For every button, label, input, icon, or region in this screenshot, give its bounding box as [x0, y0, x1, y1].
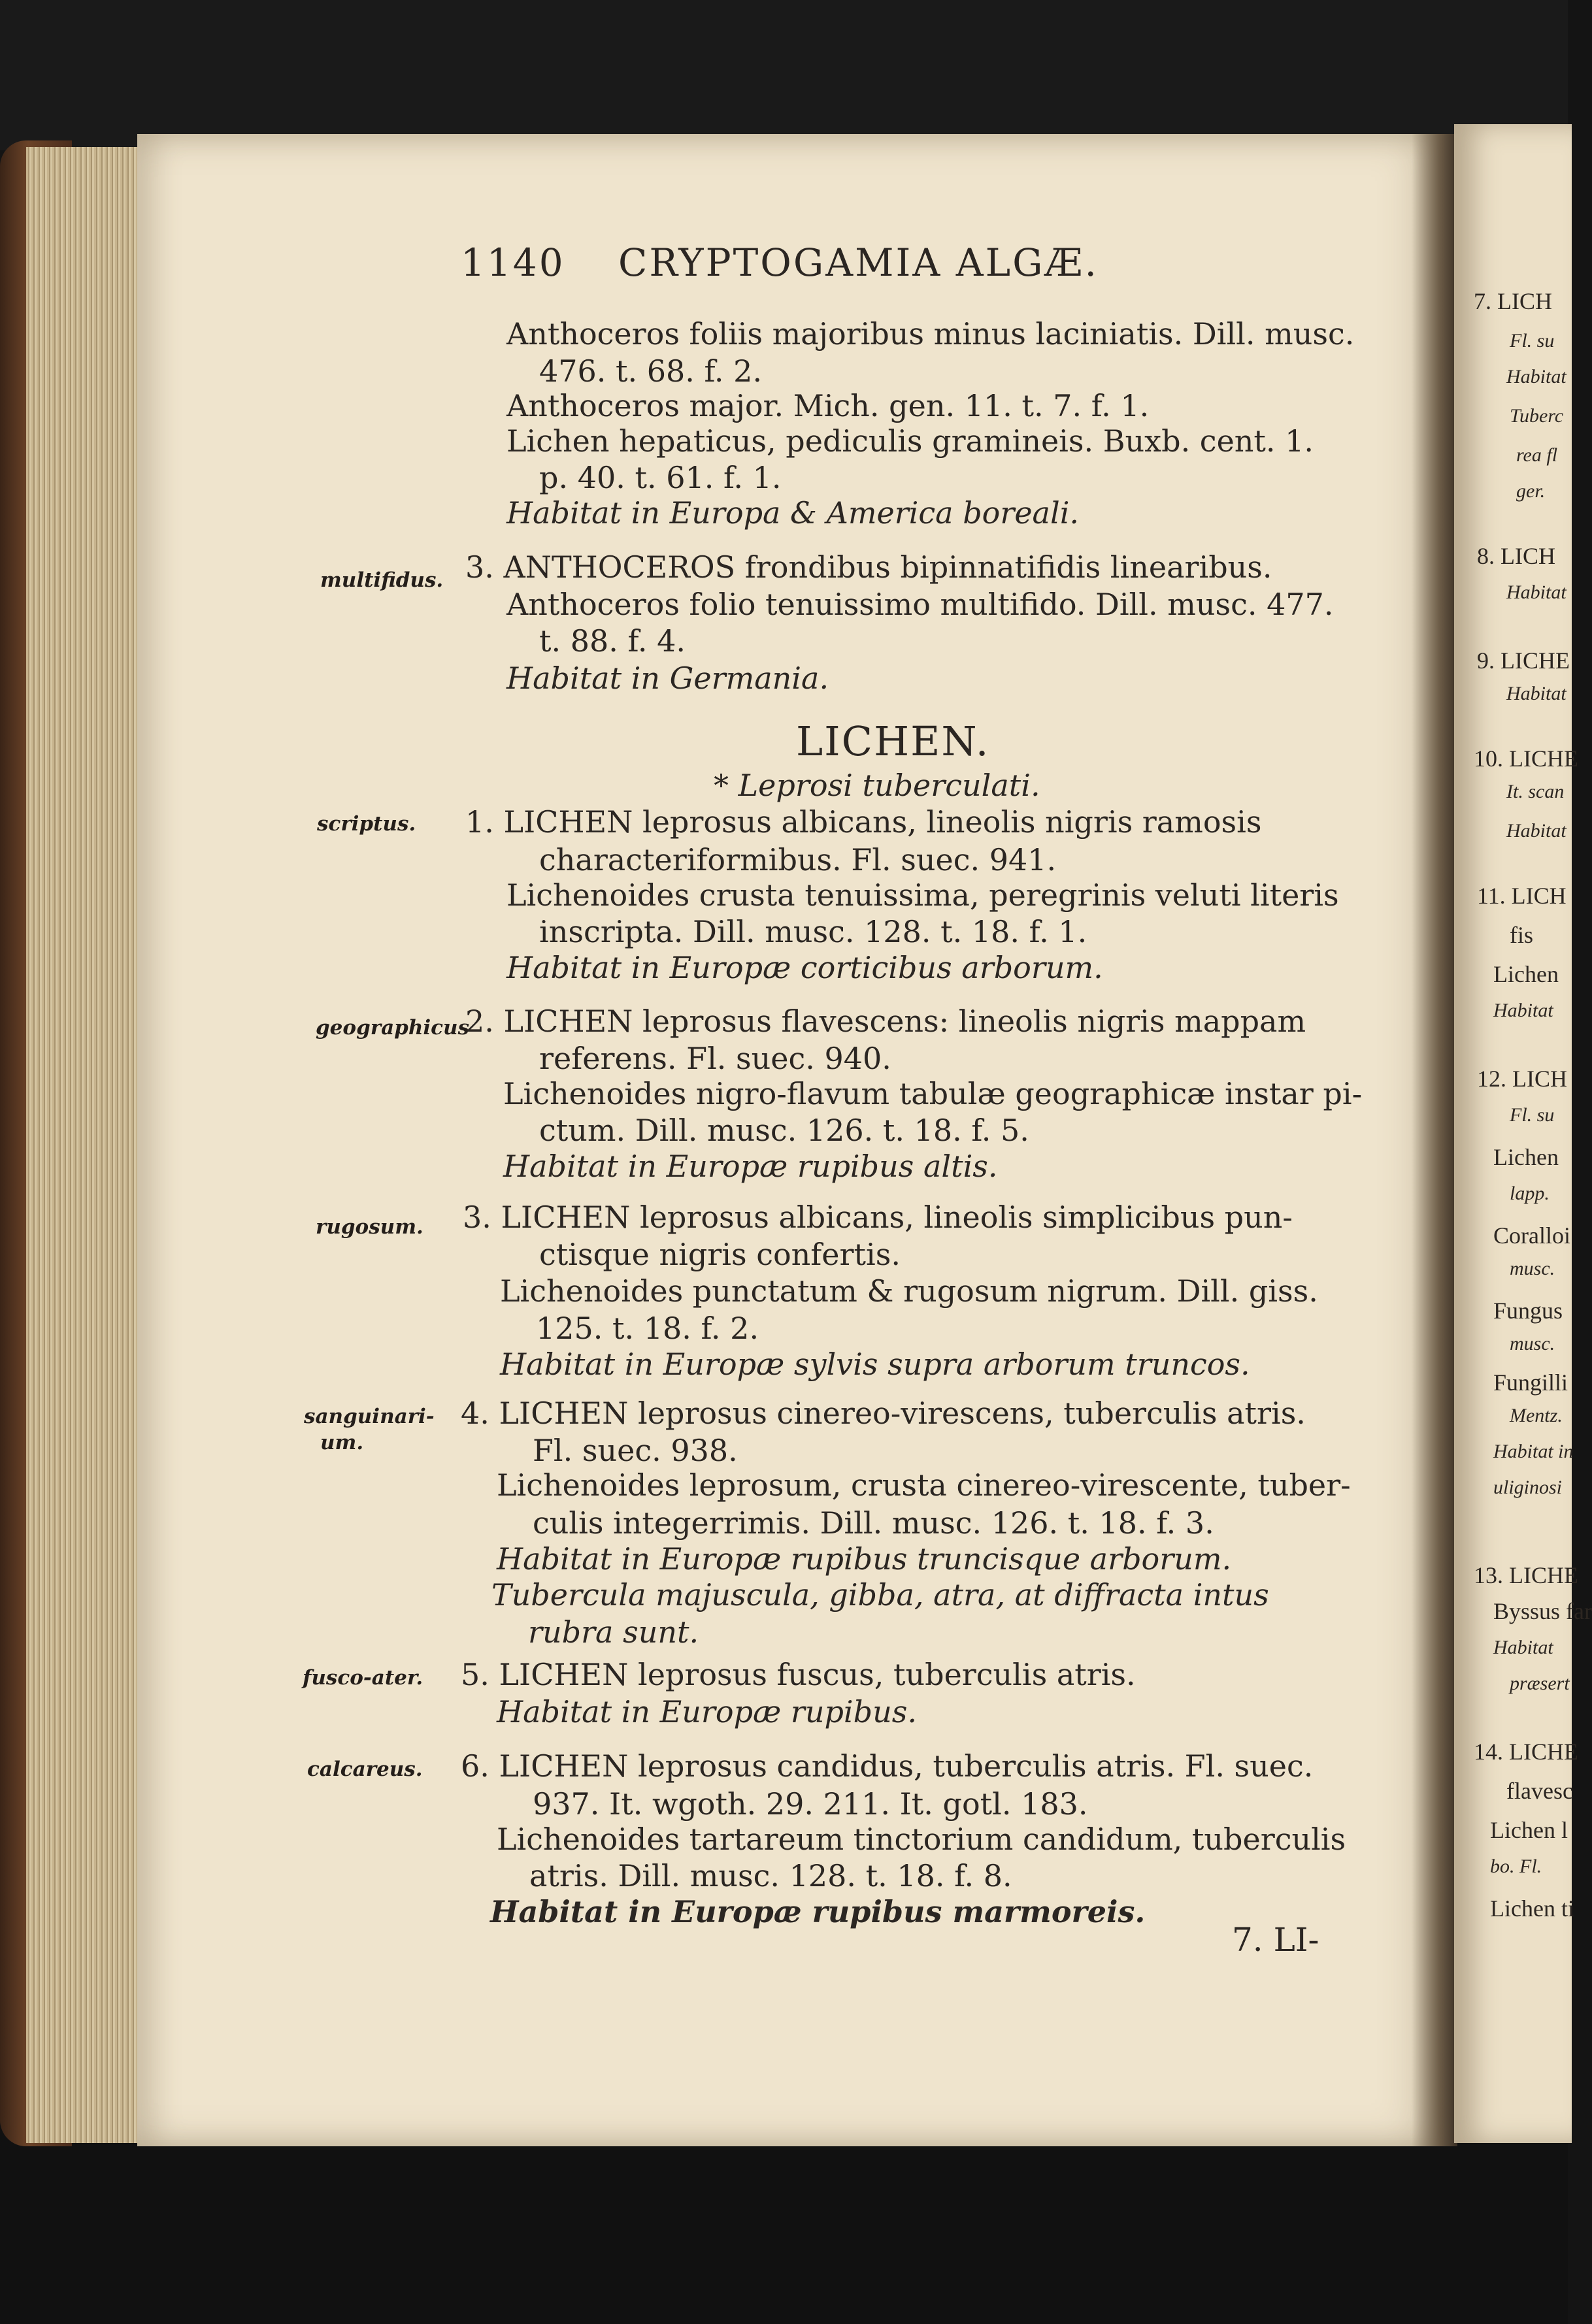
book-gutter [1412, 134, 1457, 2146]
entry-line: Lichenoides leprosum, crusta cinereo-virescente, tuber- [497, 1467, 1351, 1503]
entry-line: 937. It. wgoth. 29. 211. It. gotl. 183. [533, 1786, 1088, 1822]
facing-page-fragment: musc. [1510, 1333, 1555, 1354]
text-line: Lichen hepaticus, pediculis gramineis. Buxb. cent. 1. [506, 423, 1314, 459]
entry-line: Habitat in Europæ rupibus. [497, 1694, 917, 1729]
running-head [461, 240, 1099, 285]
facing-page-fragment: musc. [1510, 1258, 1555, 1279]
facing-page-fragment: Lichen ti [1490, 1895, 1574, 1922]
text-line: Habitat in Europa & America boreali. [506, 495, 1080, 531]
entry-line: Lichenoides crusta tenuissima, peregrinis veluti literis [506, 877, 1339, 913]
facing-page-fragment: Habitat in [1493, 1441, 1574, 1462]
facing-page-fragment: Fl. su [1510, 330, 1555, 352]
entry-line: inscripta. Dill. musc. 128. t. 18. f. 1. [539, 914, 1087, 949]
facing-page-fragment: 12. LICH [1477, 1066, 1567, 1092]
facing-page-fragment: Byssus far [1493, 1598, 1592, 1624]
entry-line: atris. Dill. musc. 128. t. 18. f. 8. [529, 1858, 1012, 1893]
section-subtitle: * Leprosi tuberculati. [714, 768, 1040, 803]
section-title: LICHEN. [796, 717, 990, 765]
entry-line: 125. t. 18. f. 2. [536, 1311, 759, 1346]
entry-line: Habitat in Europæ rupibus altis. [503, 1149, 998, 1184]
entry-line: Lichenoides tartareum tinctorium candidum, tuberculis [497, 1822, 1346, 1857]
facing-page-fragment: fis [1510, 922, 1533, 948]
margin-label: calcareus. [307, 1758, 423, 1781]
entry-line: 6. LICHEN leprosus candidus, tuberculis atris. Fl. suec. [461, 1748, 1314, 1784]
facing-page-fragment: 14. LICHE [1474, 1739, 1578, 1765]
facing-page-fragment: Lichen [1493, 961, 1559, 987]
entry-line: 4. LICHEN leprosus cinereo-virescens, tuberculis atris. [461, 1396, 1306, 1431]
facing-page-fragment: ger. [1516, 480, 1546, 502]
facing-page-fragment: Habitat [1506, 683, 1567, 704]
text-line: p. 40. t. 61. f. 1. [539, 460, 782, 495]
facing-page-fragment: 11. LICH [1477, 883, 1567, 909]
facing-page-fragment: Habitat [1493, 1637, 1553, 1658]
facing-page-fragment: 9. LICHE [1477, 647, 1570, 674]
entry-line: Habitat in Europæ corticibus arborum. [506, 950, 1103, 985]
facing-page-fragment: It. scan [1506, 781, 1565, 802]
text-line: Anthoceros foliis majoribus minus laciniatis. Dill. musc. [506, 316, 1355, 352]
facing-page-fragment: præsert [1510, 1673, 1570, 1694]
margin-label: multifidus. [320, 568, 444, 592]
background-top [0, 0, 1568, 150]
entry-line: t. 88. f. 4. [539, 623, 686, 659]
facing-page-fragment: Habitat [1506, 820, 1567, 842]
entry-line: ctum. Dill. musc. 126. t. 18. f. 5. [539, 1113, 1029, 1148]
margin-label: fusco-ater. [303, 1666, 423, 1690]
entry-line: Fl. suec. 938. [533, 1433, 738, 1468]
background-bottom [0, 2117, 1568, 2324]
facing-page-fragment: Tuberc [1510, 405, 1564, 427]
facing-page-fragment: Fungilli [1493, 1369, 1568, 1396]
entry-line: Habitat in Europæ sylvis supra arborum truncos. [500, 1347, 1250, 1382]
entry-line: Habitat in Europæ rupibus truncisque arborum. [497, 1541, 1232, 1577]
entry-line: culis integerrimis. Dill. musc. 126. t. 18. f. 3. [533, 1505, 1214, 1541]
text-line: Anthoceros major. Mich. gen. 11. t. 7. f. 1. [506, 388, 1150, 423]
facing-page-fragment: Lichen l [1490, 1817, 1568, 1843]
facing-page-fragment: flavesc [1506, 1778, 1573, 1804]
catchword: 7. LI- [1232, 1921, 1319, 1959]
margin-label: geographicus [316, 1016, 470, 1039]
entry-line: Habitat in Germania. [506, 661, 829, 696]
running-title: CRYPTOGAMIA ALGÆ. [618, 240, 1099, 285]
facing-page-fragment: 7. LICH [1474, 288, 1552, 314]
facing-page-fragment: Fl. su [1510, 1104, 1555, 1126]
entry-line: 2. LICHEN leprosus flavescens: lineolis nigris mappam [465, 1004, 1306, 1039]
facing-page-fragment: Habitat [1493, 1000, 1553, 1021]
entry-line: characteriformibus. Fl. suec. 941. [539, 842, 1057, 877]
facing-page-fragment: uliginosi [1493, 1477, 1563, 1498]
margin-label: rugosum. [316, 1215, 423, 1239]
facing-page-fragment: Fungus [1493, 1298, 1563, 1324]
entry-line: Tubercula majuscula, gibba, atra, at diffracta intus [491, 1577, 1269, 1612]
facing-page-fragment: 10. LICHE [1474, 745, 1578, 772]
text-line: 476. t. 68. f. 2. [539, 353, 763, 389]
entry-line: 1. LICHEN leprosus albicans, lineolis nigris ramosis [465, 804, 1262, 840]
page-number: 1140 [461, 240, 565, 285]
entry-line: rubra sunt. [528, 1614, 699, 1650]
entry-line: ctisque nigris confertis. [539, 1237, 901, 1272]
facing-page-fragment: lapp. [1510, 1183, 1550, 1204]
facing-page-fragment: 8. LICH [1477, 543, 1555, 569]
entry-line: 5. LICHEN leprosus fuscus, tuberculis atris. [461, 1657, 1136, 1692]
facing-page-fragment: Habitat [1506, 581, 1567, 603]
entry-line: Lichenoides nigro-flavum tabulæ geographicæ instar pi- [503, 1076, 1363, 1111]
margin-label: sanguinari- [304, 1405, 435, 1428]
margin-label: scriptus. [317, 812, 416, 836]
entry-line: Habitat in Europæ rupibus marmoreis. [490, 1894, 1146, 1929]
facing-page-fragment: Lichen [1493, 1144, 1559, 1170]
entry-line: Lichenoides punctatum & rugosum nigrum. Dill. giss. [500, 1273, 1318, 1309]
facing-page-fragment: 13. LICHE [1474, 1562, 1578, 1588]
facing-page-fragment: bo. Fl. [1490, 1856, 1542, 1877]
entry-line: 3. ANTHOCEROS frondibus bipinnatifidis linearibus. [465, 549, 1272, 585]
entry-line: 3. LICHEN leprosus albicans, lineolis simplicibus pun- [463, 1200, 1293, 1235]
entry-line: Anthoceros folio tenuissimo multifido. Dill. musc. 477. [506, 587, 1334, 622]
facing-page-fragment: Mentz. [1510, 1405, 1563, 1426]
entry-line: referens. Fl. suec. 940. [539, 1041, 891, 1076]
facing-page-fragment: rea fl [1516, 444, 1558, 466]
facing-page [1454, 124, 1592, 2143]
facing-page-fragment: Habitat [1506, 366, 1567, 387]
facing-page-fragment: Coralloi [1493, 1222, 1570, 1249]
margin-label-continued: um. [320, 1431, 364, 1454]
